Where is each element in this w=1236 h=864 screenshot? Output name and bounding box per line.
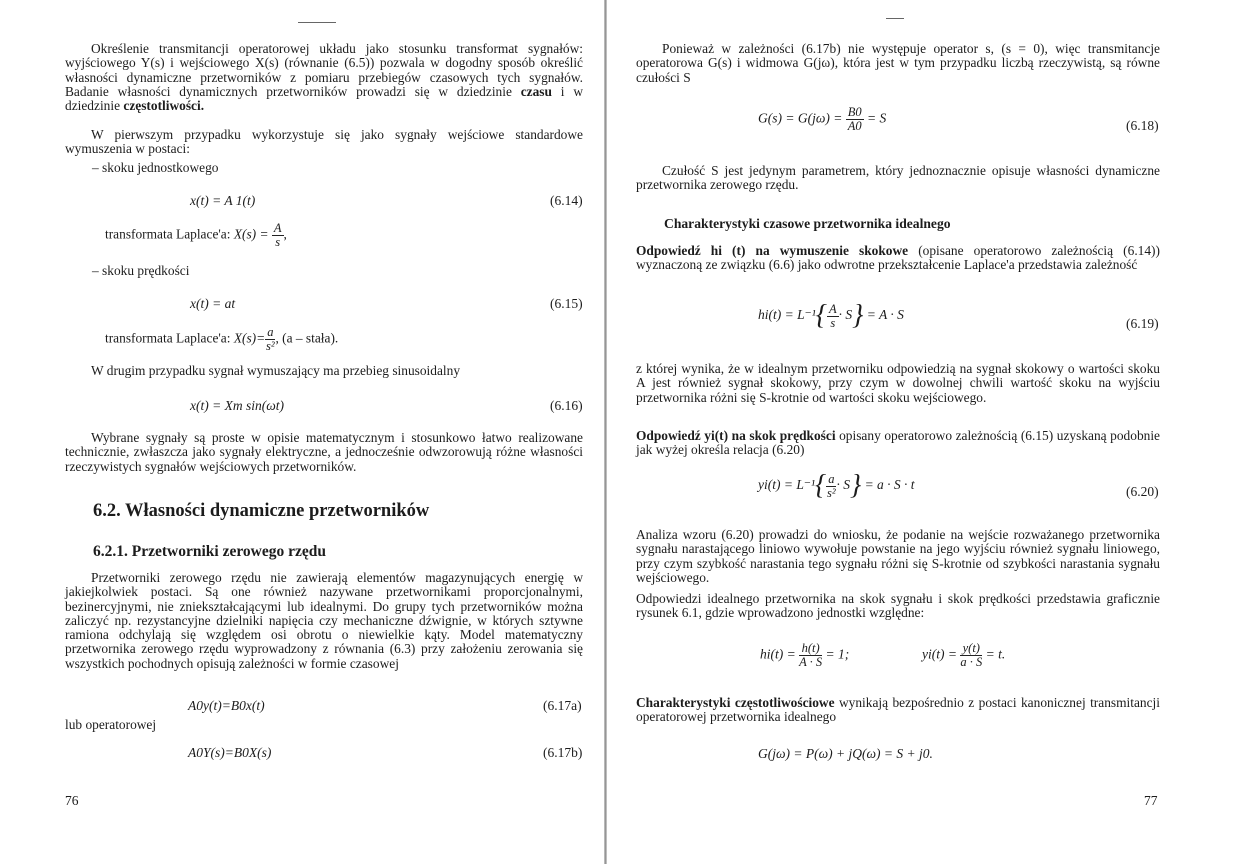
eq-rhs: = 1; (825, 646, 850, 662)
eq-lhs: G(s) = G(jω) = (758, 110, 843, 126)
chosen-signals-paragraph: Wybrane sygnały są proste w opisie matematycznym i stosunkowo łatwo realizowane technicznie, zwłaszcza jako sygnały elektryczne, a jednocześnie odwzorowują różne własności rzeczywistych sygnałów wejściowych przetworników. (65, 430, 583, 474)
eq-inner: · S (836, 477, 850, 493)
eqnum-6-20: (6.20) (1126, 484, 1159, 499)
equation-frequency: G(jω) = P(ω) + jQ(ω) = S + j0. (758, 746, 933, 761)
laplace-velocity (105, 326, 338, 353)
scan-mark (298, 22, 336, 23)
numerator: y(t) (960, 642, 982, 656)
eq-lhs: yi(t) = (922, 646, 957, 662)
right-brace: } (849, 470, 862, 501)
intro-text: Określenie transmitancji operatorowej układu jako stosunku transformat sygnałów: wyjściowego Y(s) i wejściowego X(s) (równanie (6.5)) pozwala w dogodny sposób określić własności dynamiczne przetworników z pomiaru przebiegów czasowych tych sygnałów. Badanie własności dynamicznych przetworników prowadzi się w dziedzinie (65, 41, 583, 99)
heading-6-2-1: 6.2.1. Przetworniki zerowego rzędu (93, 543, 327, 560)
eq-rhs: = S (867, 110, 887, 126)
laplace-tail: , (283, 226, 287, 242)
since-paragraph: Ponieważ w zależności (6.17b) nie występuje operator s, (s = 0), więc transmitancje operatorowa G(s) i widmowa G(jω), która jest w tym przypadku liczbą rzeczywistą, są równe czułości S (636, 41, 1160, 85)
heading-time-characteristics: Charakterystyki czasowe przetwornika idealnego (664, 216, 951, 231)
eq-rhs: = a · S · t (864, 477, 915, 493)
intro-bold-frequency: częstotliwości. (123, 98, 205, 114)
page-number-right: 77 (1144, 793, 1158, 808)
eqnum-6-15: (6.15) (550, 296, 583, 311)
numerator: A (273, 221, 282, 235)
frequency-text: wynikają bezpośrednio z postaci kanonicznej transmitancji operatorowej przetwornika idealnego (636, 695, 1160, 725)
intro-bold-time: czasu (520, 83, 552, 99)
operator-label: lub operatorowej (65, 717, 157, 732)
fraction (827, 303, 839, 330)
frequency-bold: Charakterystyki częstotliwościowe (636, 695, 835, 710)
analysis-paragraph: Analiza wzoru (6.20) prowadzi do wniosku, że podanie na wejście rozważanego przetwornika sygnału narastającego liniowo wywołuje powstanie na jego wyjściu również sygnału liniowego, przy czym szybkość narastania tego sygnału różni się S-krotnie od szybkości narastania sygnału wejściowego. (636, 527, 1160, 585)
eq-inner: · S (838, 307, 853, 323)
numerator: A (829, 301, 837, 316)
equation-6-14: x(t) = A 1(t) (190, 193, 256, 208)
right-page (608, 0, 1236, 864)
denominator: s (830, 315, 836, 330)
fraction (826, 473, 836, 500)
eq-lhs: hi(t) = (760, 646, 796, 662)
step-response-text: (opisane operatorowo zależnością (6.14)) wyznaczoną ze związku (6.6) jako odwrotne przekształcenie Laplace'a przedstawia zależność (636, 243, 1160, 273)
right-brace: } (852, 300, 864, 331)
eq-lhs: yi(t) = L⁻¹ (758, 477, 816, 493)
ramp-response-text: opisany operatorowo zależnością (6.15) uzyskaną podobnie jak wyżej określa relacja (6.20) (636, 428, 1160, 458)
denominator: s² (827, 485, 836, 500)
step-response-bold: Odpowiedź hi (t) na wymuszenie skokowe (636, 243, 909, 258)
page-number-left: 76 (65, 793, 79, 808)
equation-6-18 (758, 106, 886, 133)
denominator: a · S (960, 655, 983, 669)
item-unit-step: – skoku jednostkowego (92, 160, 219, 175)
ramp-response-bold: Odpowiedź yi(t) na skok prędkości (636, 428, 836, 443)
equation-6-15: x(t) = at (190, 296, 236, 311)
relative-unit-h (760, 642, 849, 669)
eqnum-6-19: (6.19) (1126, 316, 1159, 331)
left-page (0, 0, 606, 864)
eqnum-6-17a: (6.17a) (543, 698, 582, 713)
eqnum-6-17b: (6.17b) (543, 745, 583, 760)
equation-6-19 (758, 302, 904, 330)
fraction (846, 106, 864, 133)
heading-6-2: 6.2. Własności dynamiczne przetworników (93, 501, 430, 521)
second-case-paragraph: W drugim przypadku sygnał wymuszający ma przebieg sinusoidalny (91, 363, 461, 378)
fraction (265, 326, 275, 353)
zero-order-paragraph: Przetworniki zerowego rzędu nie zawierają elementów magazynujących energię w jakiejkolwiek postaci. Są one również nazywane przetwornikami proporcjonalnymi, bezinercyjnymi, nie zniekształcającymi lub idealnymi. Do grupy tych przetworników można zaliczyć np. rezystancyjne dzielniki napięcia czy mechaniczne dźwignie, w których sztywne ramiona odchylają się względem osi obrotu o niewielkie kąty. Model matematyczny przetwornika zerowego rzędu wyprowadzony z równania (6.3) przy założeniu zerowania się wszystkich pochodnych opisują zależności w formie czasowej (65, 570, 583, 671)
ramp-response-paragraph (636, 429, 1160, 458)
fraction (960, 642, 982, 669)
eq-lhs: hi(t) = L⁻¹ (758, 307, 816, 323)
step-response-paragraph (636, 244, 1160, 273)
eqnum-6-16: (6.16) (550, 398, 583, 413)
laplace-lhs: X(s)= (233, 330, 266, 346)
left-brace: { (815, 470, 827, 501)
item-velocity-step: – skoku prędkości (92, 263, 190, 278)
denominator: s (275, 235, 281, 249)
relative-unit-y (922, 642, 1005, 669)
laplace-step (105, 222, 287, 249)
laplace-label: transformata Laplace'a: (105, 330, 231, 346)
fraction (272, 222, 284, 249)
eqnum-6-14: (6.14) (550, 193, 583, 208)
book-spine (604, 0, 607, 864)
eq-rhs: = A · S (866, 307, 904, 323)
denominator: s² (266, 339, 275, 353)
intro-paragraph (65, 42, 583, 113)
intro-mid: i w dziedzinie (65, 83, 583, 114)
left-brace: { (815, 300, 827, 331)
numerator: B0 (847, 105, 862, 119)
eqnum-6-18: (6.18) (1126, 118, 1159, 133)
equation-6-17b: A0Y(s)=B0X(s) (188, 745, 272, 760)
numerator: a (267, 325, 274, 339)
laplace-tail: , (a – stała). (275, 330, 339, 346)
equation-6-20 (758, 472, 915, 500)
first-case-paragraph: W pierwszym przypadku wykorzystuje się jako sygnały wejściowe standardowe wymuszenia w postaci: (65, 127, 583, 157)
equation-6-16: x(t) = Xm sin(ωt) (190, 398, 284, 413)
numerator: h(t) (799, 642, 822, 656)
equation-6-17a: A0y(t)=B0x(t) (188, 698, 265, 713)
sensitivity-paragraph: Czułość S jest jedynym parametrem, który jednoznacznie opisuje własności dynamiczne przetwornika zerowego rzędu. (636, 163, 1160, 193)
fraction (799, 642, 822, 669)
frequency-paragraph (636, 696, 1160, 725)
responses-paragraph: Odpowiedzi idealnego przetwornika na skok sygnału i skok prędkości przedstawia graficznie rysunek 6.1, gdzie wprowadzono jednostki względne: (636, 591, 1160, 621)
denominator: A0 (847, 119, 862, 133)
step-result-paragraph: z której wynika, że w idealnym przetworniku odpowiedzią na sygnał skokowy o wartości skoku A jest również sygnał skokowy, przy czym w dowolnej chwili wartość skoku na wyjściu przetwornika różni się S-krotnie od wartości skoku wejściowego. (636, 361, 1160, 405)
laplace-label: transformata Laplace'a: (105, 226, 231, 242)
numerator: a (828, 471, 835, 486)
scan-mark (886, 18, 904, 19)
laplace-lhs: X(s) = (233, 226, 269, 242)
denominator: A · S (799, 655, 823, 669)
eq-rhs: = t. (985, 646, 1006, 662)
